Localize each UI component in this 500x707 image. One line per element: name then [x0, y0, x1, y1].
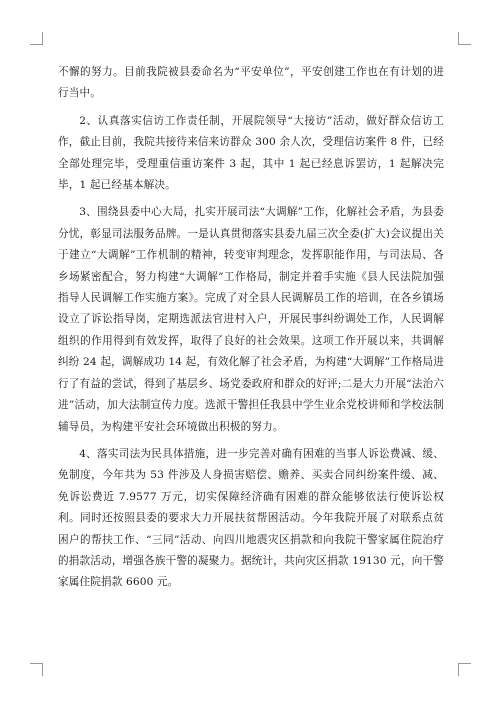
paragraph-2: 2、认真落实信访工作责任制，开展院领导“大接访”活动，做好群众信访工作，截止目前，我院共接待来信来访群众 300 余人次，受理信访案件 8 件，已经全部处理完毕，受理重信重访案件 3 起，其中 1 起已经息诉罢访，1 起解决完毕，1 起已经基本解决。: [58, 114, 444, 192]
crop-mark-bottom-left: [30, 663, 43, 676]
paragraph-4: 4、落实司法为民具体措施，进一步完善对确有困难的当事人诉讼费减、缓、免制度，今年共为 53 件涉及人身损害赔偿、赡养、买卖合同纠纷案件缓、减、免诉讼费近 7.9577 万元，切实保障经济确有困难的群众能够依法行使诉讼权利。同时还按照县委的要求大力开展扶贫帮困活动。今年我院开展了对联系点贫困户的帮扶工作、“三同”活动、向四川地震灾区捐款和向我院干警家属住院治疗的捐款活动，增强各族干警的凝聚力。据统计，共向灾区捐款 19130 元，向干警家属住院捐款 6600 元。: [58, 447, 444, 589]
crop-mark-top-left: [30, 32, 43, 45]
crop-mark-top-right: [458, 32, 471, 45]
paragraph-1: 不懈的努力。目前我院被县委命名为“平安单位”，平安创建工作也在有计划的进行当中。: [58, 66, 444, 100]
paragraph-3: 3、围绕县委中心大局，扎实开展司法“大调解”工作，化解社会矛盾，为县委分忧，彰显司法服务品牌。一是认真贯彻落实县委九届三次全委(扩大)会议提出关于建立“大调解”工作机制的精神，转变审判理念，发挥职能作用，与司法局、各乡场紧密配合，努力构建“大调解”工作格局，制定并着手实施《县人民法院加强指导人民调解工作实施方案》。完成了对全县人民调解员工作的培训，在各乡镇场设立了诉讼指导岗，定期选派法官进村入户，开展民事纠纷调处工作，人民调解组织的作用得到有效发挥，取得了良好的社会效果。这项工作开展以来，共调解纠纷 24 起，调解成功 14 起，有效化解了社会矛盾，为构建“大调解”工作格局进行了有益的尝试，得到了基层乡、场党委政府和群众的好评;二是大力开展“法治六进”活动，加大法制宣传力度。选派干警担任我县中学生业余党校讲师和学校法制辅导员，为构建平安社会环境做出积极的努力。: [58, 206, 444, 433]
crop-mark-bottom-right: [458, 663, 471, 676]
document-body: [58, 62, 444, 600]
